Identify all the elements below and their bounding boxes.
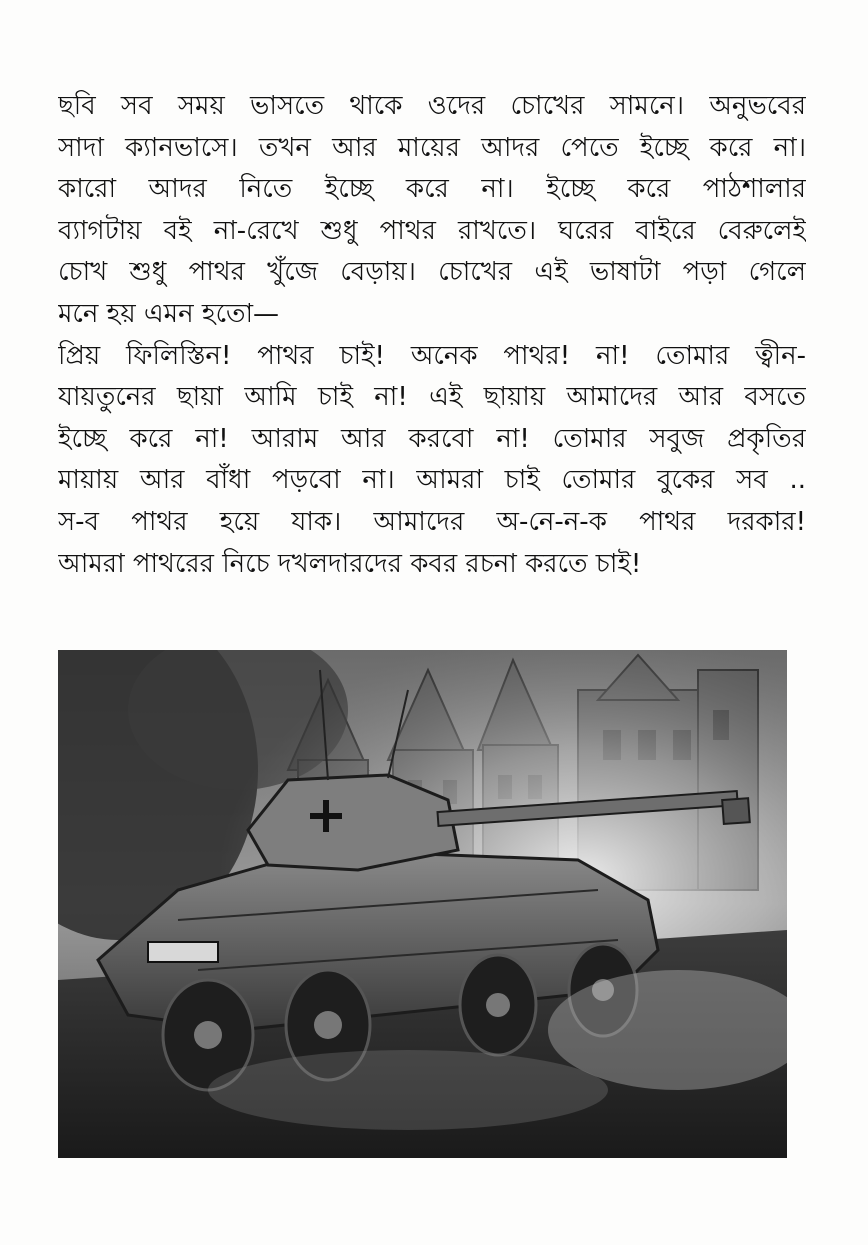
- text-line: ছবি সব সময় ভাসতে থাকে ওদের চোখের সামনে। অনুভবের: [58, 91, 806, 121]
- tank-illustration-graphic: [58, 650, 787, 1158]
- text-line: কারো আদর নিতে ইচ্ছে করে না। ইচ্ছে করে পাঠশালার: [58, 174, 806, 205]
- text-line: ব্যাগটায় বই না-রেখে শুধু পাথর রাখতে। ঘরের বাইরে বেরুলেই: [58, 215, 806, 246]
- text-line: মনে হয় এমন হতো—: [58, 298, 280, 329]
- text-line: সাদা ক্যানভাসে। তখন আর মায়ের আদর পেতে ইচ্ছে করে না।: [58, 132, 806, 163]
- text-line: চোখ শুধু পাথর খুঁজে বেড়ায়। চোখের এই ভাষাটা পড়া গেলে: [58, 257, 806, 288]
- body-text: [58, 86, 806, 585]
- text-line: ইচ্ছে করে না! আরাম আর করবো না! তোমার সবুজ প্রকৃতির: [58, 423, 806, 454]
- text-line: যায়তুনের ছায়া আমি চাই না! এই ছায়ায় আমাদের আর বসতে: [58, 382, 806, 413]
- text-line: স-ব পাথর হয়ে যাক। আমাদের অ-নে-ন-ক পাথর দরকার!: [58, 506, 806, 537]
- text-line: মায়ায় আর বাঁধা পড়বো না। আমরা চাই তোমার বুকের সব ..: [58, 465, 806, 496]
- text-line: আমরা পাথরের নিচে দখলদারদের কবর রচনা করতে চাই!: [58, 548, 642, 579]
- tank-illustration: [58, 650, 787, 1158]
- text-line: প্রিয় ফিলিস্তিন! পাথর চাই! অনেক পাথর! না! তোমার ত্বীন-: [58, 340, 806, 371]
